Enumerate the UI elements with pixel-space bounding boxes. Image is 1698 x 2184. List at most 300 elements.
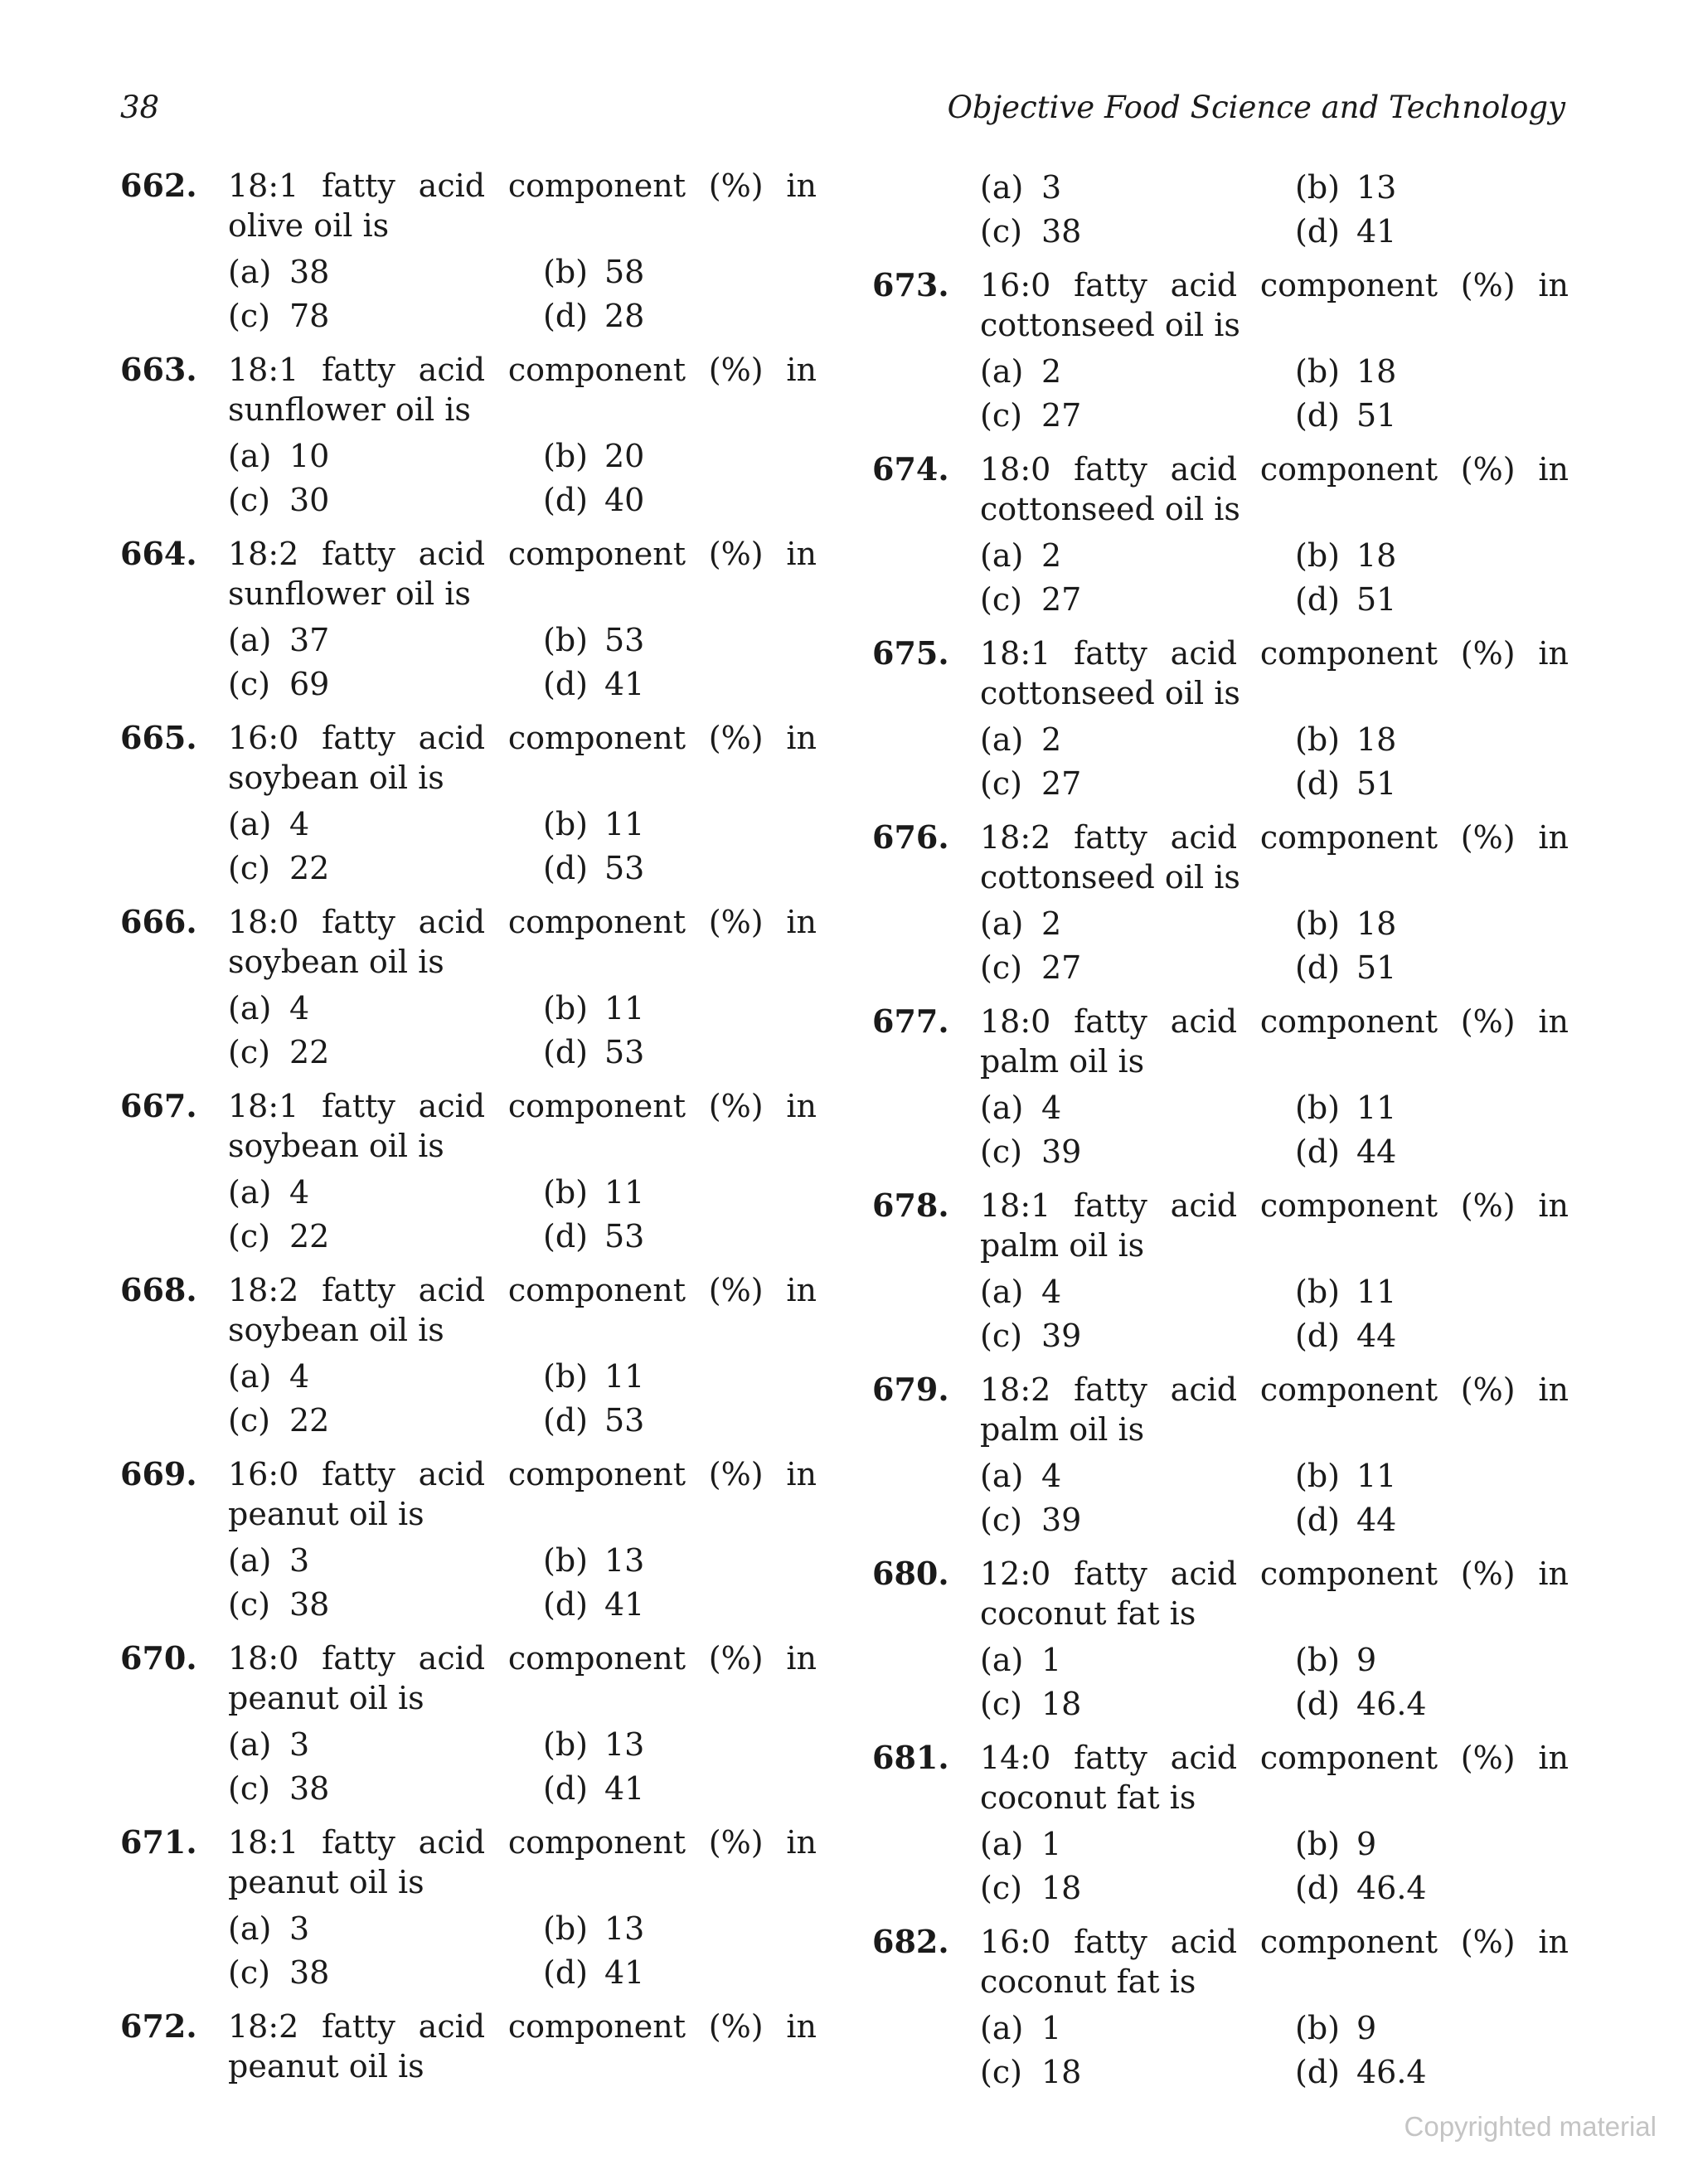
- option: [980, 2007, 1295, 2051]
- option: [1295, 1638, 1569, 1682]
- question: [120, 718, 817, 891]
- option-letter: (b): [543, 1910, 588, 1947]
- option: [1295, 902, 1569, 946]
- option-value: 2: [1041, 721, 1062, 758]
- question: [872, 265, 1569, 438]
- question-number: 678.: [872, 1187, 949, 1224]
- right-column: [872, 166, 1569, 2106]
- option-letter: (c): [228, 298, 270, 334]
- question: [872, 1738, 1569, 1910]
- option: [543, 1907, 817, 1951]
- option: [980, 2051, 1295, 2094]
- option: [980, 350, 1295, 394]
- answer-options: [228, 1907, 817, 1995]
- option-letter: (c): [228, 1770, 270, 1807]
- option-value: 38: [289, 1954, 330, 1991]
- option: [980, 762, 1295, 806]
- question-body: [228, 1822, 817, 1995]
- option-letter: (b): [1295, 537, 1340, 574]
- option-value: 9: [1356, 2010, 1377, 2046]
- option-letter: (b): [1295, 721, 1340, 758]
- option-letter: (c): [228, 1218, 270, 1255]
- answer-options: [228, 1171, 817, 1259]
- option-letter: (d): [543, 298, 588, 334]
- question-text: 12:0 fatty acid component (%) in coconut fat is: [980, 1555, 1569, 1632]
- option-letter: (d): [1295, 765, 1340, 802]
- option-letter: (d): [1295, 1870, 1340, 1906]
- question: [120, 166, 817, 338]
- option-value: 38: [289, 1586, 330, 1623]
- question-text: 16:0 fatty acid component (%) in soybean oil is: [228, 720, 817, 796]
- left-column: [120, 166, 817, 2103]
- option-value: 18: [1041, 1870, 1082, 1906]
- option-value: 27: [1041, 581, 1082, 618]
- option-letter: (b): [1295, 1642, 1340, 1678]
- option-letter: (b): [543, 1358, 588, 1395]
- option-letter: (d): [1295, 581, 1340, 618]
- option: [1295, 578, 1569, 622]
- question-text: 18:2 fatty acid component (%) in palm oil is: [980, 1371, 1569, 1448]
- option-letter: (b): [1295, 2010, 1340, 2046]
- option-value: 18: [1041, 2054, 1082, 2090]
- option: [543, 1399, 817, 1443]
- option: [543, 987, 817, 1031]
- option-letter: (c): [980, 1318, 1022, 1354]
- question-body: [980, 1370, 1569, 1542]
- option-value: 20: [604, 438, 645, 474]
- question-body: [228, 1454, 817, 1627]
- option-value: 44: [1356, 1133, 1397, 1170]
- option-letter: (a): [980, 1642, 1024, 1678]
- question: [872, 1186, 1569, 1358]
- option: [980, 1130, 1295, 1174]
- option: [1295, 1866, 1569, 1910]
- option-letter: (b): [543, 806, 588, 842]
- option-letter: (a): [980, 1090, 1024, 1126]
- option: [1295, 2007, 1569, 2051]
- option: [228, 987, 543, 1031]
- question-number: 665.: [120, 719, 197, 756]
- page-number: 38: [120, 90, 160, 125]
- question-number: 662.: [120, 167, 197, 204]
- option: [1295, 350, 1569, 394]
- option-value: 40: [604, 482, 645, 518]
- option-value: 13: [604, 1542, 645, 1579]
- option-value: 11: [1356, 1458, 1397, 1494]
- option: [228, 1031, 543, 1075]
- option-letter: (d): [1295, 213, 1340, 250]
- option-letter: (d): [1295, 2054, 1340, 2090]
- option-letter: (d): [543, 850, 588, 886]
- option-value: 27: [1041, 397, 1082, 434]
- option: [228, 1583, 543, 1627]
- question-text: 18:0 fatty acid component (%) in soybean oil is: [228, 904, 817, 980]
- option-value: 51: [1356, 581, 1397, 618]
- option-letter: (a): [228, 1174, 272, 1211]
- option-value: 39: [1041, 1502, 1082, 1538]
- option-value: 18: [1356, 905, 1397, 942]
- option-letter: (a): [980, 905, 1024, 942]
- option-value: 22: [289, 850, 330, 886]
- option-letter: (c): [980, 397, 1022, 434]
- option: [228, 1723, 543, 1767]
- question-text: 18:2 fatty acid component (%) in cottonseed oil is: [980, 819, 1569, 895]
- option-value: 18: [1356, 537, 1397, 574]
- option-letter: (a): [228, 990, 272, 1026]
- option-value: 27: [1041, 949, 1082, 986]
- question: [872, 449, 1569, 622]
- option-letter: (b): [543, 254, 588, 290]
- option-value: 13: [604, 1910, 645, 1947]
- option: [980, 946, 1295, 990]
- question-text: 16:0 fatty acid component (%) in cottonseed oil is: [980, 267, 1569, 343]
- option-value: 4: [1041, 1458, 1062, 1494]
- option-letter: (d): [543, 1218, 588, 1255]
- option: [980, 1454, 1295, 1498]
- option-value: 41: [604, 666, 645, 702]
- question-number: 680.: [872, 1555, 949, 1592]
- option-letter: (b): [1295, 169, 1340, 206]
- option-letter: (c): [228, 666, 270, 702]
- option-value: 9: [1356, 1826, 1377, 1862]
- question-body: [980, 265, 1569, 438]
- option-value: 46.4: [1356, 1870, 1427, 1906]
- option-value: 38: [289, 1770, 330, 1807]
- answer-options: [980, 534, 1569, 622]
- answer-options: [980, 2007, 1569, 2094]
- option: [543, 478, 817, 522]
- option: [228, 434, 543, 478]
- question-number: 672.: [120, 2007, 197, 2045]
- question-number: 676.: [872, 818, 949, 856]
- option: [543, 434, 817, 478]
- option-letter: (b): [1295, 353, 1340, 390]
- option-value: 53: [604, 1218, 645, 1255]
- answer-options: [980, 1086, 1569, 1174]
- option-value: 46.4: [1356, 2054, 1427, 2090]
- option-letter: (c): [980, 581, 1022, 618]
- option-letter: (a): [228, 1726, 272, 1763]
- question-text: 18:2 fatty acid component (%) in soybean oil is: [228, 1272, 817, 1348]
- option: [980, 210, 1295, 254]
- option-letter: (a): [980, 721, 1024, 758]
- option-value: 18: [1356, 721, 1397, 758]
- option-value: 4: [1041, 1274, 1062, 1310]
- question-text: 16:0 fatty acid component (%) in coconut fat is: [980, 1924, 1569, 2000]
- option: [980, 902, 1295, 946]
- question: [120, 350, 817, 522]
- option: [1295, 718, 1569, 762]
- option-letter: (b): [543, 990, 588, 1026]
- option: [1295, 1454, 1569, 1498]
- option-value: 44: [1356, 1318, 1397, 1354]
- question-body: [228, 902, 817, 1075]
- option: [228, 1171, 543, 1215]
- option-letter: (d): [543, 1586, 588, 1623]
- question-number: 681.: [872, 1739, 949, 1776]
- option: [980, 1822, 1295, 1866]
- question-text: 18:1 fatty acid component (%) in sunflower oil is: [228, 352, 817, 428]
- answer-options: [980, 350, 1569, 438]
- question-number: 675.: [872, 634, 949, 672]
- option: [980, 1866, 1295, 1910]
- option: [980, 1682, 1295, 1726]
- option-letter: (c): [980, 1133, 1022, 1170]
- option-letter: (c): [980, 2054, 1022, 2090]
- option: [980, 166, 1295, 210]
- question-text: 14:0 fatty acid component (%) in coconut fat is: [980, 1740, 1569, 1816]
- question-body: [980, 818, 1569, 990]
- watermark: Copyrighted material: [1404, 2111, 1657, 2142]
- option-letter: (c): [980, 1686, 1022, 1722]
- option: [1295, 1086, 1569, 1130]
- option: [1295, 2051, 1569, 2094]
- option-letter: (a): [228, 1358, 272, 1395]
- option-letter: (b): [1295, 1458, 1340, 1494]
- question: [872, 633, 1569, 806]
- option: [1295, 210, 1569, 254]
- option-value: 41: [1356, 213, 1397, 250]
- option-value: 22: [289, 1218, 330, 1255]
- option: [980, 1498, 1295, 1542]
- option-value: 2: [1041, 353, 1062, 390]
- option: [543, 1583, 817, 1627]
- option-value: 13: [604, 1726, 645, 1763]
- option-letter: (c): [228, 1034, 270, 1070]
- answer-options: [228, 803, 817, 891]
- option: [543, 250, 817, 294]
- option-letter: (a): [980, 353, 1024, 390]
- option-letter: (b): [1295, 905, 1340, 942]
- question-text: 18:0 fatty acid component (%) in peanut oil is: [228, 1640, 817, 1716]
- option-letter: (b): [543, 438, 588, 474]
- option-value: 69: [289, 666, 330, 702]
- option-letter: (b): [1295, 1090, 1340, 1126]
- option-value: 18: [1356, 353, 1397, 390]
- answer-options: [980, 1270, 1569, 1358]
- question-number: 677.: [872, 1002, 949, 1040]
- option-value: 11: [1356, 1090, 1397, 1126]
- option-letter: (b): [543, 1174, 588, 1211]
- option: [543, 1215, 817, 1259]
- option-value: 38: [289, 254, 330, 290]
- option-value: 41: [604, 1586, 645, 1623]
- question-body: [228, 718, 817, 891]
- option-letter: (c): [980, 1502, 1022, 1538]
- option-value: 1: [1041, 1826, 1062, 1862]
- running-title: Objective Food Science and Technology: [947, 90, 1565, 125]
- question: [120, 902, 817, 1075]
- option: [543, 619, 817, 662]
- option: [228, 250, 543, 294]
- option-value: 11: [1356, 1274, 1397, 1310]
- option-letter: (c): [228, 850, 270, 886]
- option-value: 2: [1041, 905, 1062, 942]
- option-value: 3: [1041, 169, 1062, 206]
- option-letter: (d): [1295, 1502, 1340, 1538]
- option: [1295, 1270, 1569, 1314]
- option-value: 11: [604, 806, 645, 842]
- question-body: [228, 350, 817, 522]
- option: [543, 1767, 817, 1811]
- option: [228, 1399, 543, 1443]
- question-text: 18:0 fatty acid component (%) in cottonseed oil is: [980, 451, 1569, 527]
- question: [872, 1370, 1569, 1542]
- option: [543, 1031, 817, 1075]
- option-letter: (c): [980, 949, 1022, 986]
- answer-options: [228, 987, 817, 1075]
- option: [1295, 946, 1569, 990]
- option-value: 13: [1356, 169, 1397, 206]
- option-value: 3: [289, 1726, 310, 1763]
- option-letter: (d): [1295, 1318, 1340, 1354]
- option-letter: (b): [1295, 1274, 1340, 1310]
- option-letter: (a): [980, 2010, 1024, 2046]
- option-letter: (a): [228, 622, 272, 658]
- option-value: 22: [289, 1034, 330, 1070]
- answer-options: [980, 718, 1569, 806]
- question-body: [980, 1554, 1569, 1726]
- answer-options: [228, 250, 817, 338]
- question-body: [228, 1638, 817, 1811]
- question-text: 18:0 fatty acid component (%) in palm oil is: [980, 1003, 1569, 1080]
- option-letter: (d): [1295, 397, 1340, 434]
- answer-options: [228, 1539, 817, 1627]
- option-value: 46.4: [1356, 1686, 1427, 1722]
- answer-options: [228, 619, 817, 706]
- question-text: 18:1 fatty acid component (%) in soybean oil is: [228, 1088, 817, 1164]
- option: [543, 1539, 817, 1583]
- option-letter: (a): [980, 1458, 1024, 1494]
- question: [120, 2007, 817, 2091]
- option-letter: (c): [228, 482, 270, 518]
- option-letter: (b): [543, 1542, 588, 1579]
- question-number: 670.: [120, 1639, 197, 1677]
- option-value: 4: [1041, 1090, 1062, 1126]
- option: [228, 1355, 543, 1399]
- option-letter: (c): [228, 1954, 270, 1991]
- option: [1295, 1314, 1569, 1358]
- option: [228, 619, 543, 662]
- option-value: 28: [604, 298, 645, 334]
- question-body: [980, 1922, 1569, 2094]
- question-body: [980, 1186, 1569, 1358]
- question-text: 18:2 fatty acid component (%) in sunflower oil is: [228, 536, 817, 612]
- option: [228, 1907, 543, 1951]
- answer-options: [228, 1723, 817, 1811]
- option-value: 53: [604, 622, 645, 658]
- option-value: 22: [289, 1402, 330, 1439]
- option-value: 78: [289, 298, 330, 334]
- option-letter: (a): [228, 438, 272, 474]
- option-letter: (d): [1295, 949, 1340, 986]
- question-body: [228, 534, 817, 706]
- question-body: [228, 1270, 817, 1443]
- option-value: 37: [289, 622, 330, 658]
- option: [543, 1951, 817, 1995]
- option-letter: (d): [543, 1770, 588, 1807]
- question-text: 16:0 fatty acid component (%) in peanut oil is: [228, 1456, 817, 1532]
- option-letter: (c): [980, 213, 1022, 250]
- option-letter: (a): [980, 1274, 1024, 1310]
- option: [228, 1767, 543, 1811]
- question-body: [980, 1002, 1569, 1174]
- option-value: 39: [1041, 1133, 1082, 1170]
- option: [980, 534, 1295, 578]
- question: [872, 1002, 1569, 1174]
- option: [228, 1951, 543, 1995]
- option-letter: (b): [1295, 1826, 1340, 1862]
- option: [543, 847, 817, 891]
- question-body: [980, 633, 1569, 806]
- question-number: 663.: [120, 351, 197, 388]
- continued-options: [872, 166, 1569, 254]
- question-number: 673.: [872, 266, 949, 303]
- answer-options: [980, 1822, 1569, 1910]
- option-value: 10: [289, 438, 330, 474]
- option-value: 11: [604, 1174, 645, 1211]
- option-letter: (d): [543, 1402, 588, 1439]
- option: [543, 1355, 817, 1399]
- option-value: 3: [289, 1542, 310, 1579]
- option-letter: (d): [543, 1954, 588, 1991]
- question-number: 667.: [120, 1087, 197, 1124]
- option-letter: (d): [543, 666, 588, 702]
- option-value: 18: [1041, 1686, 1082, 1722]
- right-questions: [872, 265, 1569, 2094]
- option: [1295, 166, 1569, 210]
- option: [980, 394, 1295, 438]
- option-value: 41: [604, 1770, 645, 1807]
- option: [228, 847, 543, 891]
- question-number: 682.: [872, 1923, 949, 1960]
- option-value: 11: [604, 1358, 645, 1395]
- question-number: 666.: [120, 903, 197, 940]
- option-letter: (a): [228, 254, 272, 290]
- option: [1295, 1822, 1569, 1866]
- option: [228, 662, 543, 706]
- question-text: 18:1 fatty acid component (%) in cottonseed oil is: [980, 635, 1569, 711]
- option-letter: (b): [543, 622, 588, 658]
- option: [228, 294, 543, 338]
- option: [228, 1215, 543, 1259]
- question-body: [980, 449, 1569, 622]
- option-value: 30: [289, 482, 330, 518]
- option-value: 53: [604, 850, 645, 886]
- option-value: 1: [1041, 2010, 1062, 2046]
- question-number: 671.: [120, 1823, 197, 1861]
- question-body: [228, 166, 817, 338]
- option: [543, 1723, 817, 1767]
- question-text: 18:1 fatty acid component (%) in olive oil is: [228, 167, 817, 244]
- question: [120, 1270, 817, 1443]
- option-letter: (a): [228, 1910, 272, 1947]
- option-value: 27: [1041, 765, 1082, 802]
- option-value: 44: [1356, 1502, 1397, 1538]
- question-body: [228, 1086, 817, 1259]
- question: [120, 1822, 817, 1995]
- option: [228, 803, 543, 847]
- option-letter: (b): [543, 1726, 588, 1763]
- option-value: 1: [1041, 1642, 1062, 1678]
- option: [980, 1086, 1295, 1130]
- option-letter: (c): [228, 1586, 270, 1623]
- option-letter: (d): [1295, 1686, 1340, 1722]
- question: [120, 534, 817, 706]
- option-value: 58: [604, 254, 645, 290]
- option: [980, 578, 1295, 622]
- option-letter: (d): [543, 1034, 588, 1070]
